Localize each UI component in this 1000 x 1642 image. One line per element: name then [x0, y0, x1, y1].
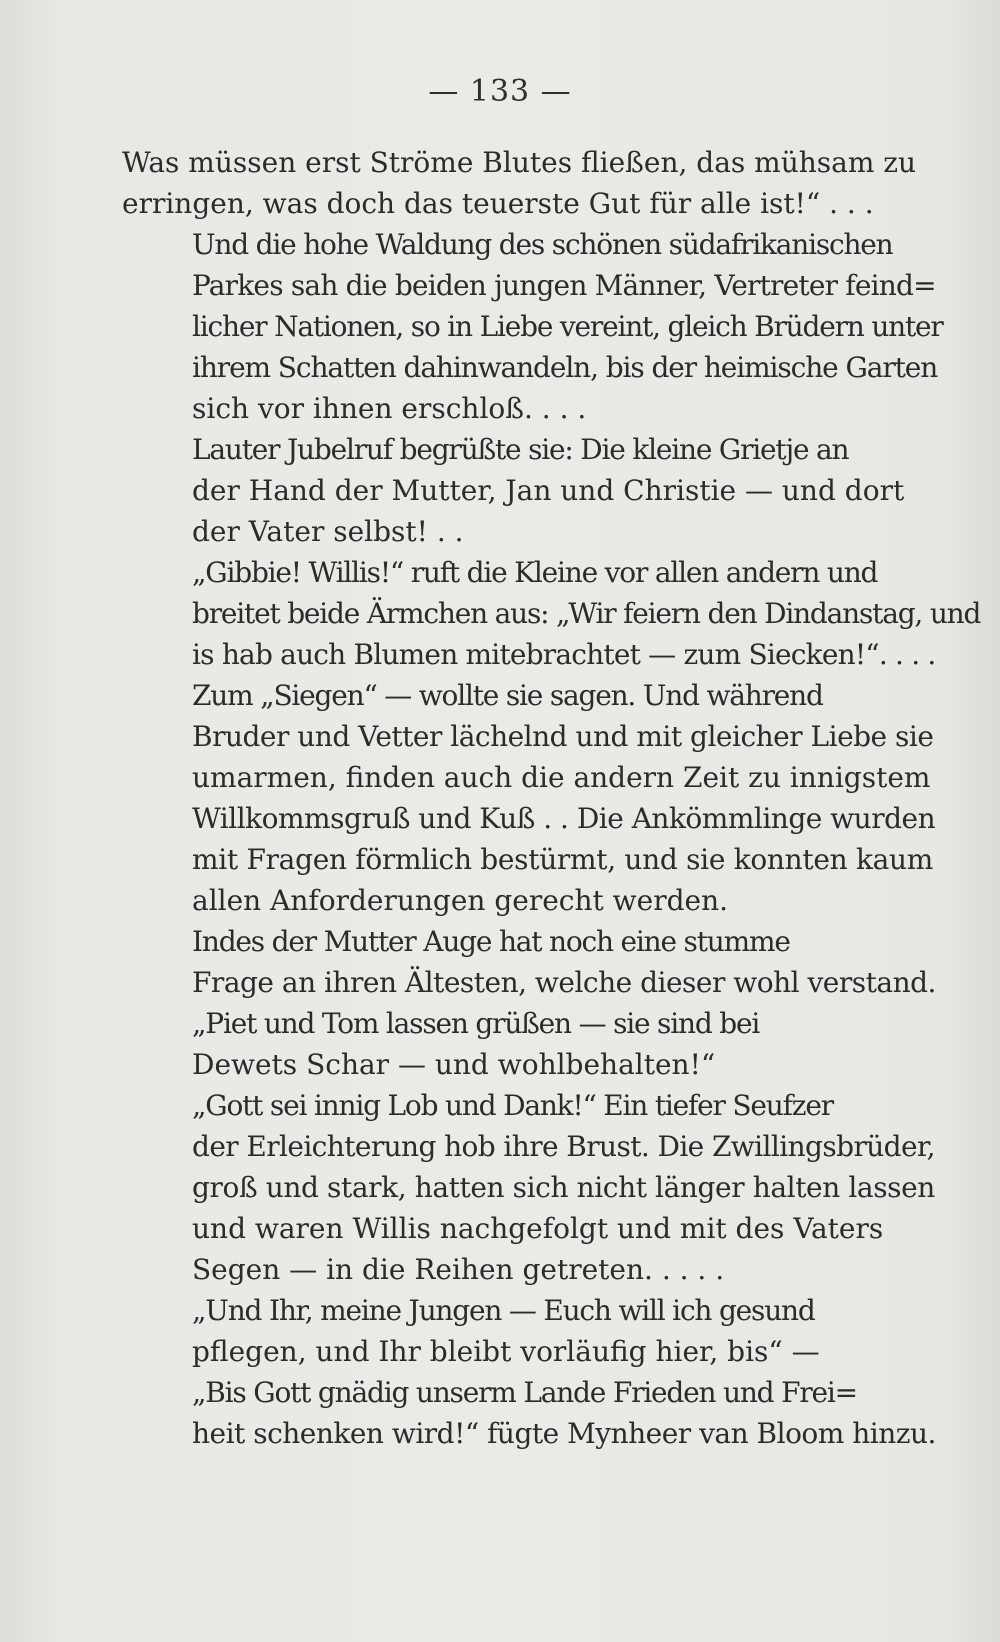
text-line: Dewets Schar — und wohlbehalten!“: [192, 1048, 716, 1081]
paragraph: [122, 1003, 937, 1085]
paragraph: [122, 1290, 937, 1372]
text-line: der Hand der Mutter, Jan und Christie — und dort: [192, 474, 905, 507]
paragraph: [122, 1372, 937, 1454]
paragraph: [122, 1085, 937, 1290]
text-line: heit schenken wird!“ fügte Mynheer van Bloom hinzu.: [192, 1417, 936, 1450]
paragraph: [122, 675, 937, 921]
text-line: und waren Willis nachgefolgt und mit des Vaters: [192, 1212, 884, 1245]
text-line: mit Fragen förmlich bestürmt, und sie konnten kaum: [192, 843, 933, 876]
paragraph: [122, 224, 943, 429]
text-line: Lauter Jubelruf begrüßte sie: Die kleine Grietje an: [192, 433, 849, 466]
text-line: Willkommsgruß und Kuß . . Die Ankömmlinge wurden: [192, 802, 936, 835]
text-line: pflegen, und Ihr bleibt vorläufig hier, bis“ —: [192, 1335, 820, 1368]
text-line: „Und Ihr, meine Jungen — Euch will ich gesund: [192, 1294, 815, 1327]
text-line: Indes der Mutter Auge hat noch eine stumme: [192, 925, 790, 958]
text-line: ihrem Schatten dahinwandeln, bis der heimische Garten: [192, 351, 938, 384]
text-line: Bruder und Vetter lächelnd und mit gleicher Liebe sie: [192, 720, 934, 753]
text-line: sich vor ihnen erschloß. . . .: [192, 392, 587, 425]
text-line: „Gibbie! Willis!“ ruft die Kleine vor allen andern und: [192, 556, 878, 589]
text-line: erringen, was doch das teuerste Gut für alle ist!“ . . .: [122, 187, 874, 220]
body-text: [122, 142, 981, 1454]
text-line: der Vater selbst! . .: [192, 515, 464, 548]
paragraph: [122, 429, 937, 552]
page-number: — 133 —: [428, 74, 572, 109]
text-line: breitet beide Ärmchen aus: „Wir feiern den Dindanstag, und: [192, 597, 981, 630]
paragraph: [122, 552, 981, 675]
text-line: Parkes sah die beiden jungen Männer, Vertreter feind=: [192, 269, 936, 302]
paragraph: [122, 921, 937, 1003]
paragraph: [122, 142, 937, 224]
text-line: „Gott sei innig Lob und Dank!“ Ein tiefer Seufzer: [192, 1089, 833, 1122]
text-line: Zum „Siegen“ — wollte sie sagen. Und während: [192, 679, 823, 712]
text-line: „Bis Gott gnädig unserm Lande Frieden und Frei=: [192, 1376, 857, 1409]
text-line: is hab auch Blumen mitebrachtet — zum Siecken!“. . . .: [192, 638, 936, 671]
text-line: umarmen, finden auch die andern Zeit zu innigstem: [192, 761, 931, 794]
text-line: licher Nationen, so in Liebe vereint, gleich Brüdern unter: [192, 310, 943, 343]
text-line: Segen — in die Reihen getreten. . . . .: [192, 1253, 725, 1286]
text-line: „Piet und Tom lassen grüßen — sie sind bei: [192, 1007, 760, 1040]
text-line: groß und stark, hatten sich nicht länger halten lassen: [192, 1171, 935, 1204]
text-line: Und die hohe Waldung des schönen südafrikanischen: [192, 228, 893, 261]
text-line: allen Anforderungen gerecht werden.: [192, 884, 729, 917]
text-line: Frage an ihren Ältesten, welche dieser wohl verstand.: [192, 966, 936, 999]
text-line: Was müssen erst Ströme Blutes fließen, das mühsam zu: [122, 146, 917, 179]
text-line: der Erleichterung hob ihre Brust. Die Zwillingsbrüder,: [192, 1130, 935, 1163]
